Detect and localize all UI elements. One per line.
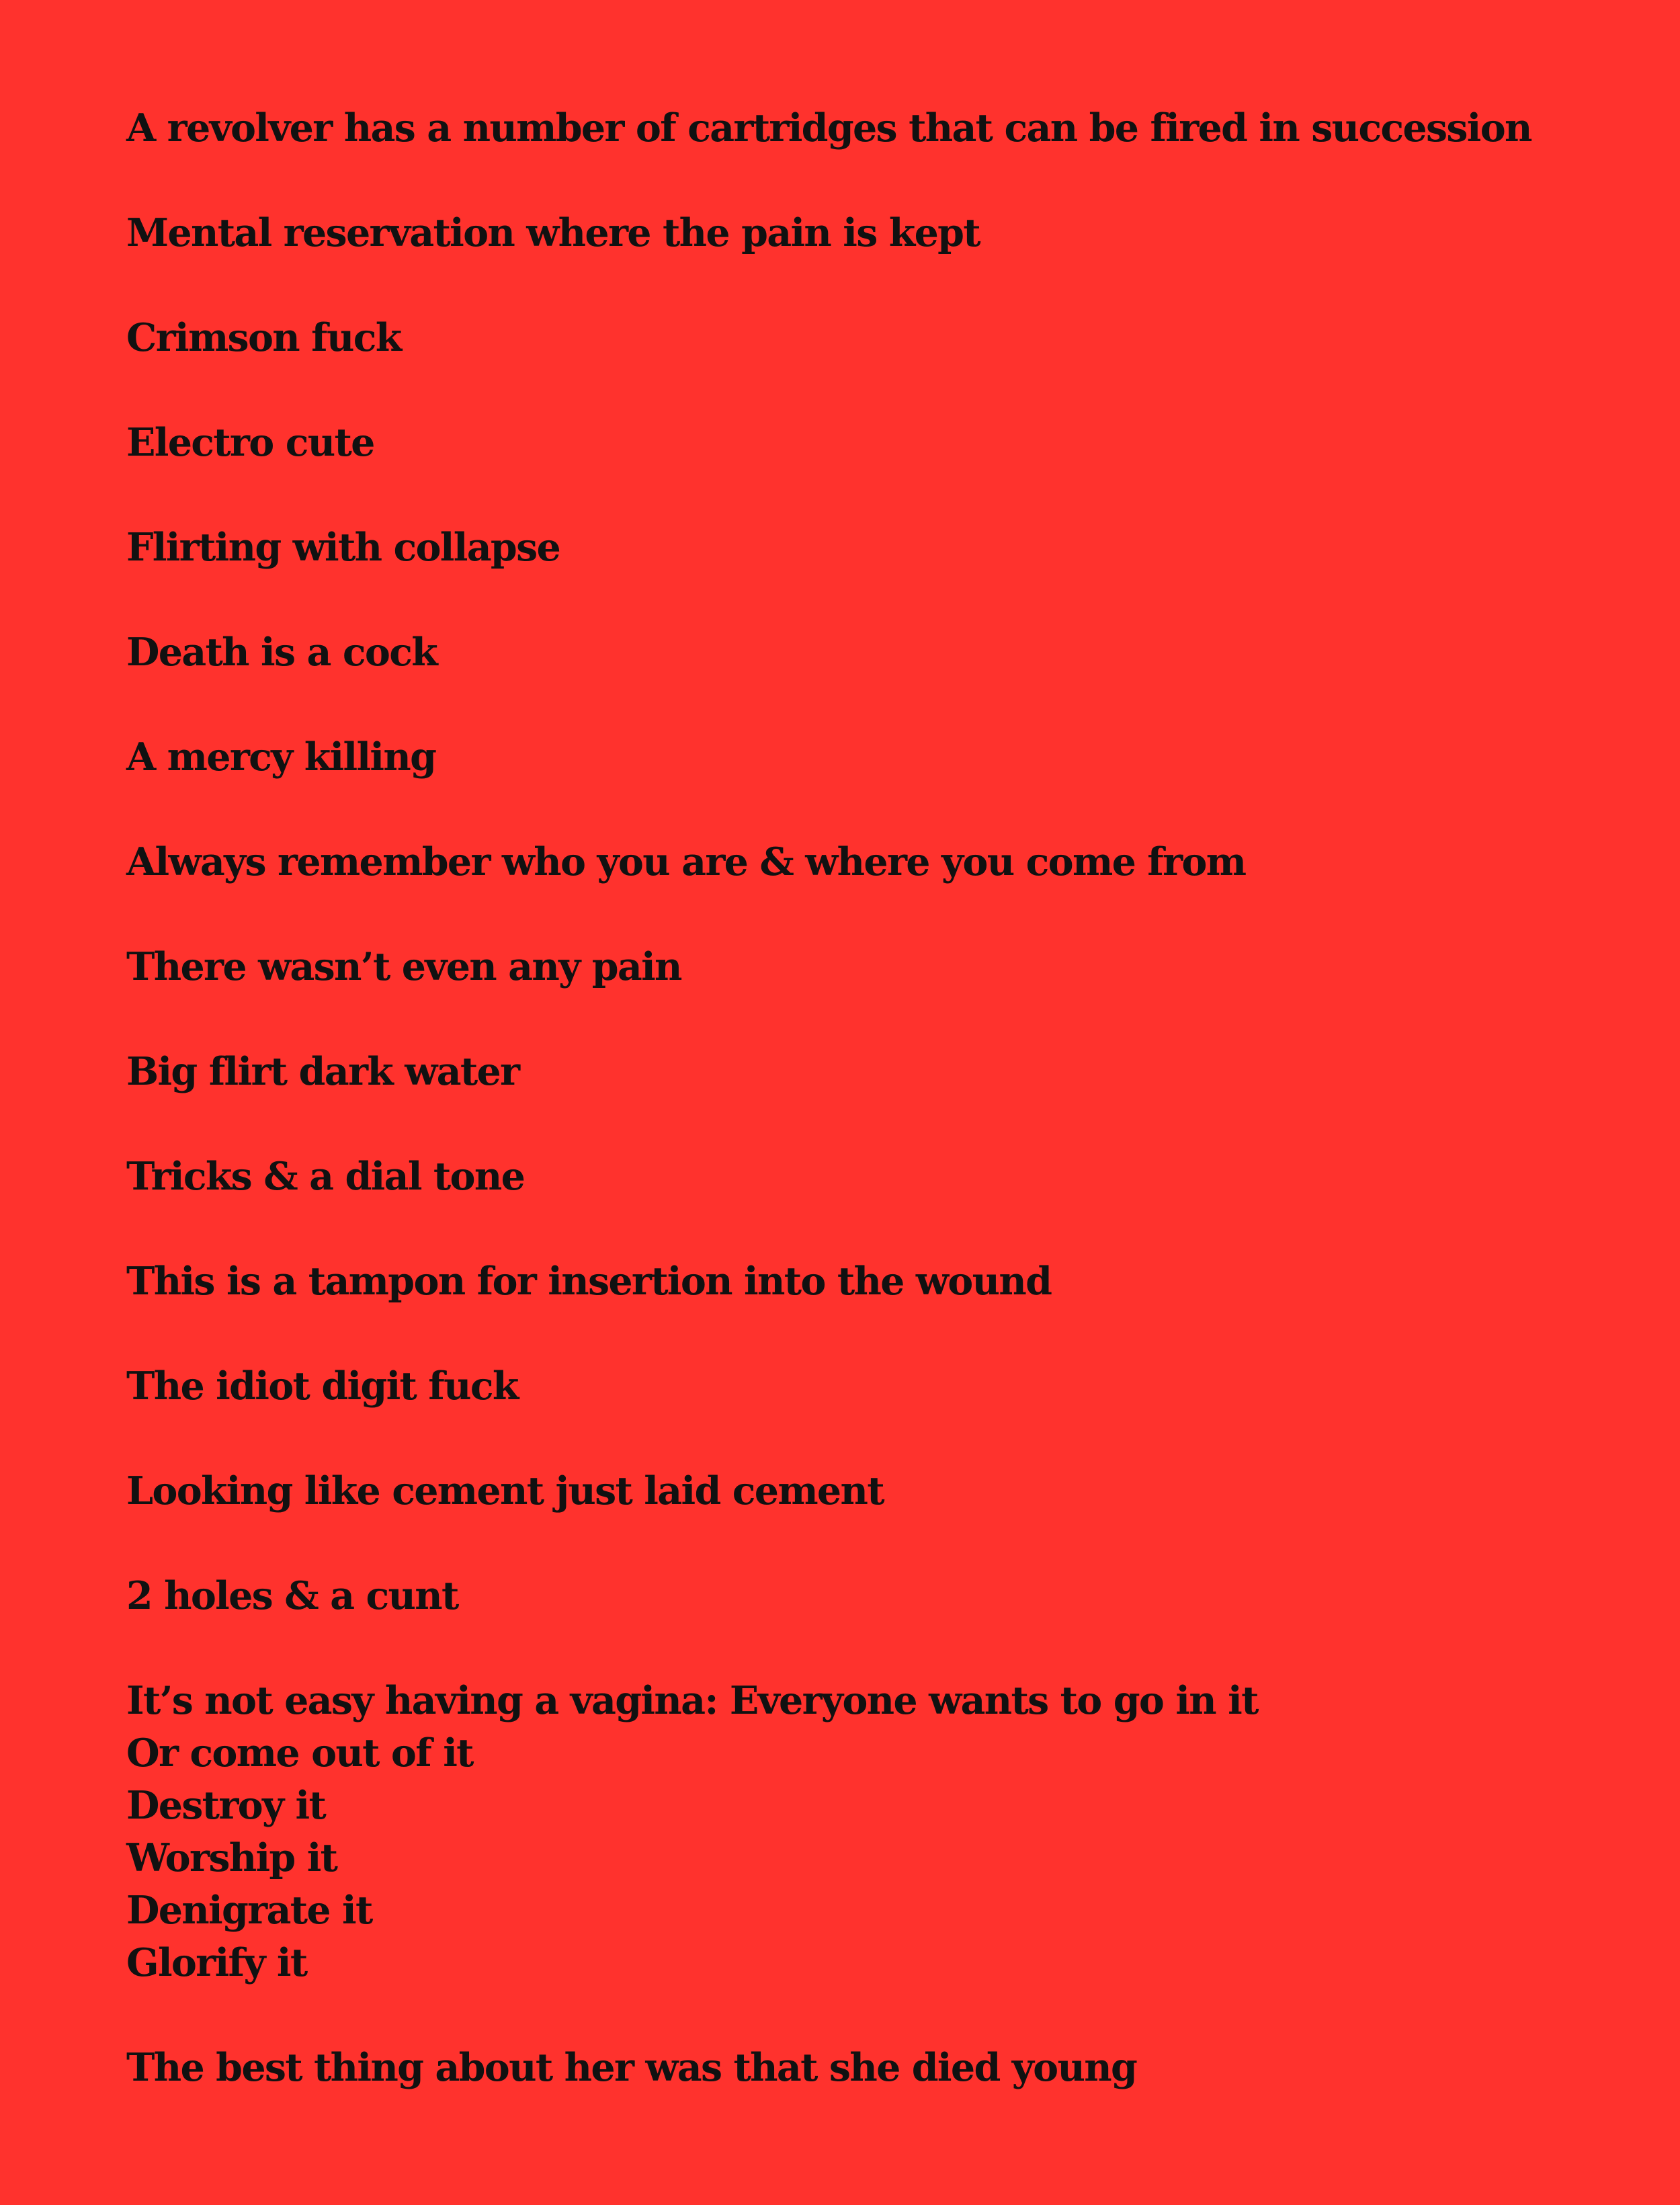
text-line: Denigrate it (126, 1888, 372, 1933)
blank-line (126, 155, 1665, 207)
text-line: Or come out of it (126, 1731, 473, 1776)
blank-line (126, 679, 1665, 731)
text-line: Tricks & a dial tone (126, 1154, 525, 1199)
blank-line (126, 784, 1665, 836)
text-line: Destroy it (126, 1783, 326, 1828)
blank-line (126, 364, 1665, 417)
blank-line (126, 1413, 1665, 1465)
blank-line (126, 1517, 1665, 1570)
blank-line (126, 574, 1665, 626)
blank-line (126, 1203, 1665, 1255)
blank-line (126, 1622, 1665, 1675)
blank-line (126, 888, 1665, 941)
text-line: Big flirt dark water (126, 1049, 519, 1094)
text-line: Always remember who you are & where you come from (126, 839, 1246, 884)
poem-text (126, 102, 1665, 2094)
text-line: Worship it (126, 1835, 337, 1880)
text-line: A revolver has a number of cartridges that can be fired in succession (126, 106, 1531, 151)
text-line: 2 holes & a cunt (126, 1573, 458, 1618)
text-line: Glorify it (126, 1940, 307, 1985)
text-line: Death is a cock (126, 630, 437, 675)
text-line: A mercy killing (126, 735, 436, 780)
blank-line (126, 993, 1665, 1046)
text-line: This is a tampon for insertion into the wound (126, 1259, 1052, 1304)
blank-line (126, 259, 1665, 312)
blank-line (126, 1308, 1665, 1360)
text-line: It’s not easy having a vagina: Everyone wants to go in it (126, 1678, 1258, 1723)
text-line: Looking like cement just laid cement (126, 1468, 884, 1513)
text-line: Crimson fuck (126, 315, 401, 360)
text-line: There wasn’t even any pain (126, 944, 681, 989)
text-line: The best thing about her was that she died young (126, 2045, 1137, 2090)
text-line: Mental reservation where the pain is kept (126, 210, 980, 255)
text-line: Flirting with collapse (126, 525, 560, 570)
text-line: Electro cute (126, 420, 374, 465)
blank-line (126, 469, 1665, 522)
blank-line (126, 1989, 1665, 2042)
text-line: The idiot digit fuck (126, 1364, 518, 1409)
blank-line (126, 1098, 1665, 1151)
